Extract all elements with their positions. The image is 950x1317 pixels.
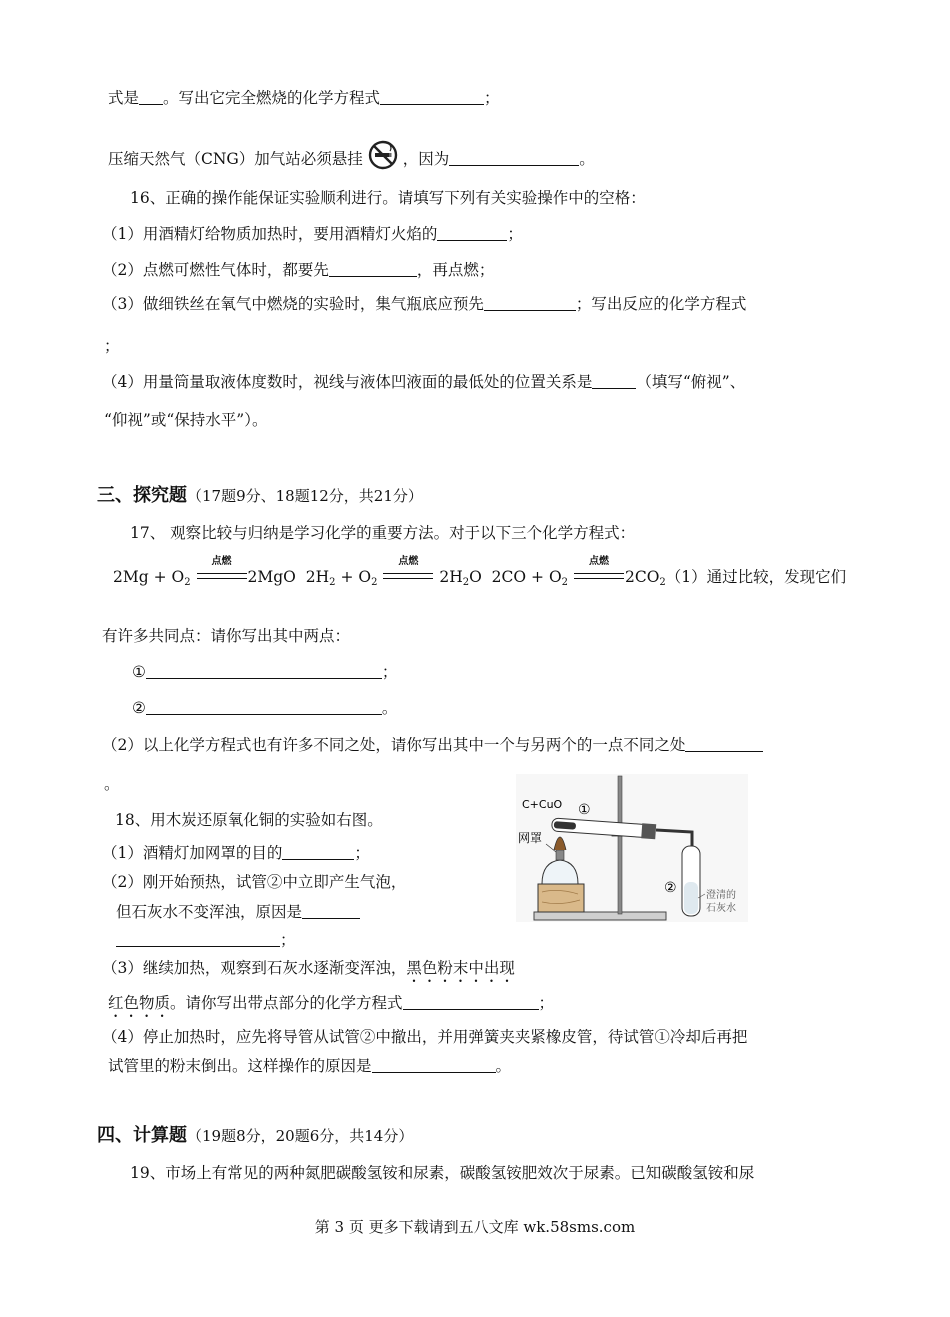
label-tube-2: ②: [664, 880, 677, 896]
answer-blank[interactable]: [139, 88, 163, 105]
answer-blank[interactable]: [146, 698, 382, 715]
label-c-cuo: C+CuO: [522, 798, 563, 811]
question-18-2-end: [116, 930, 296, 950]
eq-text: + O: [335, 568, 372, 586]
text: ，再点燃；: [416, 261, 495, 279]
question-18-3-cont: [108, 993, 554, 1021]
answer-blank[interactable]: [146, 662, 382, 679]
question-17-point-1: [132, 662, 397, 682]
reaction-condition-arrow: [383, 556, 433, 584]
condition-label: 点燃: [398, 556, 419, 567]
answer-blank[interactable]: [372, 1056, 496, 1073]
question-17-2-end: 。: [104, 775, 120, 793]
text: 。: [381, 699, 398, 717]
question-16-4: [102, 372, 745, 392]
dotted-text: 黑色粉末中出现: [406, 959, 515, 977]
text: ；: [354, 844, 370, 862]
label-limewater-2: 石灰水: [706, 903, 736, 914]
text: （1）通过比较，发现它们: [665, 568, 847, 586]
question-18-2-cont: [116, 902, 360, 922]
text: ；: [381, 663, 398, 681]
question-16-3: [102, 294, 746, 314]
line-cng-sign: [108, 140, 595, 170]
condition-label: 点燃: [211, 556, 232, 567]
question-19: 19、市场上有常见的两种氮肥碳酸氢铵和尿素，碳酸氢铵肥效次于尿素。已知碳酸氢铵和尿: [130, 1164, 755, 1182]
text: （1）用酒精灯给物质加热时，要用酒精灯火焰的: [102, 225, 438, 243]
question-16-2: [102, 260, 494, 280]
stand-base: [534, 912, 666, 920]
answer-blank[interactable]: [329, 260, 417, 277]
text: 但石灰水不变浑浊，原因是: [116, 903, 303, 921]
text: ；: [280, 931, 296, 949]
answer-blank[interactable]: [437, 224, 507, 241]
reaction-condition-arrow: [197, 556, 247, 584]
stand-rod: [618, 776, 622, 914]
question-17-2: [102, 735, 763, 755]
dotted-text: 红色物质: [108, 994, 171, 1012]
answer-blank[interactable]: [116, 930, 280, 947]
page-footer: 第 3 页 更多下载请到五八文库 wk.58sms.com: [314, 1218, 636, 1236]
eq-text: 2Mg + O: [113, 568, 185, 586]
eq-text: 2H: [439, 568, 463, 586]
eq-text: 2CO + O: [491, 568, 562, 586]
line-formula-blank: [108, 88, 500, 108]
section-4-heading: [97, 1126, 413, 1146]
answer-blank[interactable]: [449, 149, 579, 166]
apparatus-figure: [512, 772, 752, 924]
text: （4）用量筒量取液体度数时，视线与液体凹液面的最低处的位置关系是: [102, 373, 593, 391]
subscript: 2: [462, 577, 470, 588]
eq-text: 2H: [305, 568, 330, 586]
subscript: 2: [561, 577, 569, 588]
text: 试管里的粉末倒出。这样操作的原因是: [108, 1057, 372, 1075]
text: ，因为: [402, 150, 450, 168]
section-3-heading: [97, 486, 423, 506]
question-16-4-cont: “仰视”或“保持水平”）。: [104, 411, 268, 429]
text: （填写“俯视”、: [636, 373, 746, 391]
question-18-3: [102, 958, 515, 986]
text: （3）做细铁丝在氧气中燃烧的实验时，集气瓶底应预先: [102, 295, 484, 313]
no-smoking-icon: [368, 140, 398, 170]
subscript: 2: [329, 577, 336, 588]
answer-blank[interactable]: [403, 993, 539, 1010]
text: （2）以上化学方程式也有许多不同之处，请你写出其中一个与另两个的一点不同之处: [102, 736, 686, 754]
answer-blank[interactable]: [484, 294, 576, 311]
section-note: （17题9分、18题12分，共21分）: [187, 487, 423, 505]
text: （1）酒精灯加网罩的目的: [102, 844, 283, 862]
text: 。: [495, 1057, 512, 1075]
eq-text: 2MgO: [247, 568, 296, 586]
section-title: 三、探究题: [97, 485, 187, 506]
reaction-condition-arrow: [574, 556, 624, 584]
text: ；: [538, 994, 555, 1012]
question-17: 17、 观察比较与归纳是学习化学的重要方法。对于以下三个化学方程式：: [130, 524, 636, 542]
text: ②: [132, 699, 146, 717]
answer-blank[interactable]: [592, 372, 636, 389]
subscript: 2: [184, 577, 191, 588]
answer-blank[interactable]: [380, 88, 484, 105]
text: ①: [132, 663, 146, 681]
section-title: 四、计算题: [97, 1125, 187, 1146]
text: 。请你写出带点部分的化学方程式: [170, 994, 403, 1012]
question-18-1: [102, 843, 370, 863]
text: （2）点燃可燃性气体时，都要先: [102, 261, 329, 279]
text: 压缩天然气（CNG）加气站必须悬挂: [108, 150, 363, 168]
question-18-4-cont: [108, 1056, 511, 1076]
answer-blank[interactable]: [685, 735, 763, 752]
subscript: 2: [659, 577, 666, 588]
equations-line: [113, 556, 847, 593]
question-16-1: [102, 224, 523, 244]
answer-blank[interactable]: [302, 902, 360, 919]
question-16: 16、正确的操作能保证实验顺利进行。请填写下列有关实验操作中的空格：: [130, 189, 646, 207]
question-17-point-2: [132, 698, 397, 718]
text: ；: [484, 89, 500, 107]
text: ；写出反应的化学方程式: [575, 295, 747, 313]
condition-label: 点燃: [588, 556, 609, 567]
eq-text: O: [469, 568, 482, 586]
label-tube-1: ①: [578, 802, 591, 818]
label-limewater-1: 澄清的: [706, 890, 736, 901]
question-18-2: （2）刚开始预热，试管②中立即产生气泡，: [102, 873, 407, 891]
text: ；: [507, 225, 523, 243]
text: 式是: [108, 89, 140, 107]
question-18: 18、用木炭还原氧化铜的实验如右图。: [115, 811, 383, 829]
wood-block: [538, 884, 584, 912]
section-note: （19题8分，20题6分，共14分）: [187, 1127, 414, 1145]
question-18-4: （4）停止加热时，应先将导管从试管②中撤出，并用弹簧夹夹紧橡皮管，待试管①冷却后再把: [102, 1028, 748, 1046]
eq-text: 2CO: [624, 568, 660, 586]
subscript: 2: [371, 577, 378, 588]
answer-blank[interactable]: [282, 843, 354, 860]
label-net-hood: 网罩: [518, 831, 543, 845]
text: 。写出它完全燃烧的化学方程式: [163, 89, 381, 107]
question-16-3-end: ；: [104, 337, 120, 355]
text: （3）继续加热，观察到石灰水逐渐变浑浊，: [102, 959, 407, 977]
question-17-cont: 有许多共同点：请你写出其中两点：: [102, 627, 351, 645]
text: 。: [579, 150, 595, 168]
